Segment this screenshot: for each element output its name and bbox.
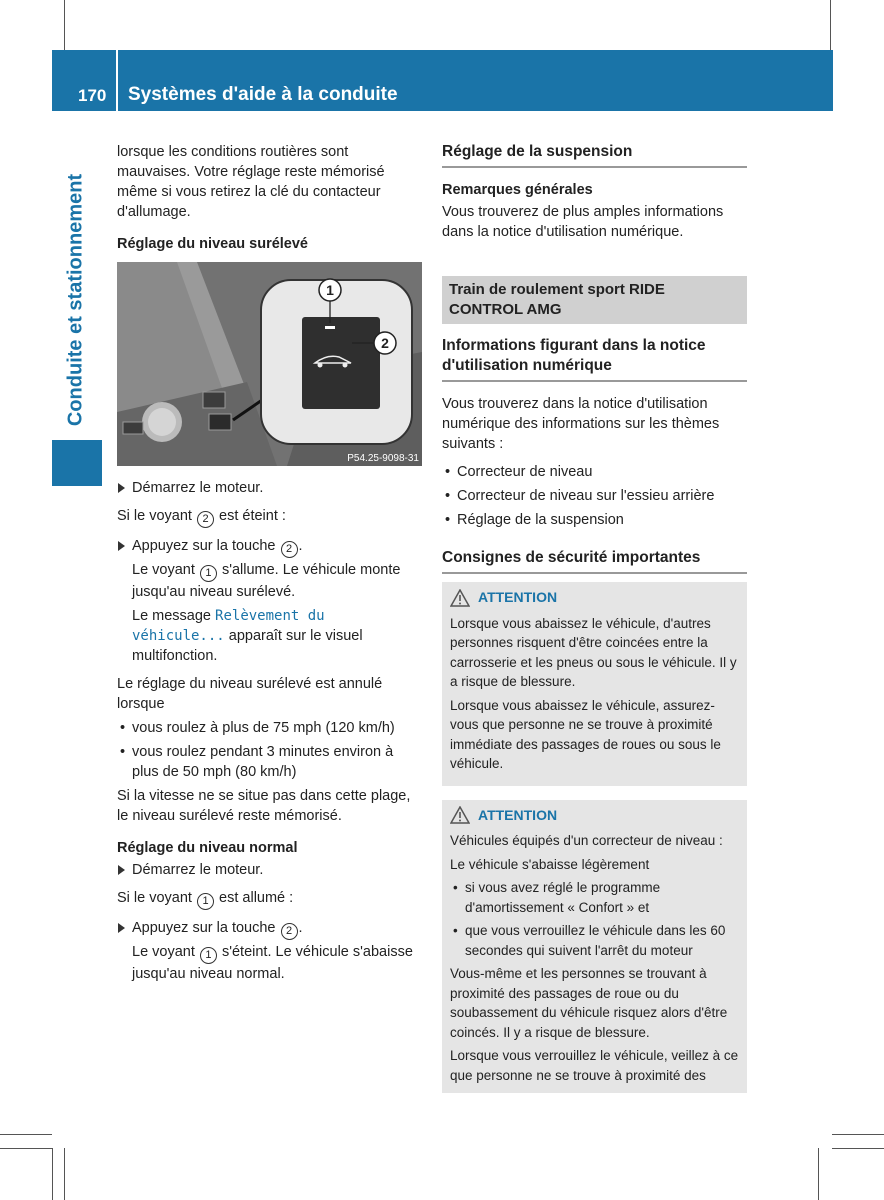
- condition-lamp-off: Si le voyant 2 est éteint :: [117, 506, 422, 528]
- message-result: Le message Relèvement du véhicule... apparaît sur le visuel multifonction.: [132, 608, 363, 664]
- crop-mark: [832, 1148, 884, 1149]
- control-panel-illustration: [117, 262, 422, 466]
- warning-text: Véhicules équipés d'un correcteur de niveau :: [450, 833, 723, 848]
- callout-circle: 2: [281, 923, 298, 940]
- general-remarks-heading: Remarques générales: [442, 182, 593, 198]
- left-column: [117, 142, 422, 992]
- intro-paragraph: lorsque les conditions routières sont mauvaises. Votre réglage reste mémorisé même si vous retirez la clé du contacteur d'allumage.: [117, 144, 385, 220]
- crop-mark: [0, 1148, 52, 1149]
- figure-caption: P54.25-9098-31: [347, 453, 419, 464]
- lamp-on-result: Le voyant 1 s'allume. Le véhicule monte jusqu'au niveau surélevé.: [132, 562, 401, 600]
- callout-circle: 1: [200, 947, 217, 964]
- crop-mark: [64, 0, 65, 50]
- chapter-title: Systèmes d'aide à la conduite: [128, 84, 398, 105]
- suspension-heading: Réglage de la suspension: [442, 142, 747, 168]
- cancellation-text: Le réglage du niveau surélevé est annulé lorsque: [117, 676, 383, 712]
- header-separator: [116, 50, 118, 111]
- warning-box: [442, 582, 747, 786]
- warning-box: [442, 800, 747, 1094]
- crop-mark: [818, 1148, 819, 1200]
- callout-circle: 2: [281, 541, 298, 558]
- normal-level-heading: Réglage du niveau normal: [117, 840, 298, 856]
- safety-heading: Consignes de sécurité importantes: [442, 548, 747, 574]
- list-item: • Réglage de la suspension: [445, 512, 624, 528]
- warning-text: Lorsque vous verrouillez le véhicule, veillez à ce que personne ne se trouve à proximité des: [450, 1048, 739, 1083]
- step-press-button: Appuyez sur la touche 2 .: [117, 918, 422, 940]
- raised-level-heading: Réglage du niveau surélevé: [117, 236, 308, 252]
- triangle-arrow-icon: [118, 923, 125, 933]
- step-press-button: Appuyez sur la touche 2 .: [117, 536, 422, 558]
- crop-mark: [830, 0, 831, 50]
- callout-circle: 2: [197, 511, 214, 528]
- display-message: Relèvement du véhicule...: [132, 608, 325, 644]
- triangle-arrow-icon: [118, 541, 125, 551]
- side-section-label: Conduite et stationnement: [64, 173, 87, 427]
- condition-lamp-on: Si le voyant 1 est allumé :: [117, 888, 422, 910]
- warning-title: ATTENTION: [450, 806, 739, 826]
- page-number: 170: [78, 86, 107, 105]
- crop-mark: [0, 1134, 52, 1135]
- warning-text: Le véhicule s'abaisse légèrement: [450, 856, 650, 872]
- list-item: • Correcteur de niveau: [445, 464, 593, 480]
- step-start-engine: Démarrez le moteur.: [117, 478, 422, 498]
- digital-manual-heading: Informations figurant dans la notice d'utilisation numérique: [442, 336, 747, 382]
- side-tab-marker: [52, 440, 102, 486]
- step-start-engine: Démarrez le moteur.: [117, 860, 422, 880]
- warning-text: Vous-même et les personnes se trouvant à proximité des passages de roue ou du soubassement du véhicule risquez alors d'être coincés. Il y a risque de blessure.: [450, 966, 728, 1040]
- speed-range-note: Si la vitesse ne se situe pas dans cette plage, le niveau surélevé reste mémorisé.: [117, 788, 411, 824]
- warning-triangle-icon: [450, 806, 470, 824]
- list-item: • vous roulez pendant 3 minutes environ à plus de 50 mph (80 km/h): [120, 744, 394, 780]
- general-remarks-text: Vous trouverez de plus amples informations dans la notice d'utilisation numérique.: [442, 204, 724, 240]
- list-item: • Correcteur de niveau sur l'essieu arrière: [445, 488, 715, 504]
- list-item: • si vous avez réglé le programme d'amortissement « Confort » et: [453, 880, 661, 915]
- digital-manual-text: Vous trouverez dans la notice d'utilisation numérique des informations sur les thèmes suivants :: [442, 396, 720, 452]
- triangle-arrow-icon: [118, 865, 125, 875]
- warning-text: Lorsque vous abaissez le véhicule, d'autres personnes risquent d'être coincées entre la carrosserie et les pneus ou sous le véhicule. Il y a risque de blessure.: [450, 615, 737, 689]
- triangle-arrow-icon: [118, 483, 125, 493]
- lamp-off-result: Le voyant 1 s'éteint. Le véhicule s'abaisse jusqu'au niveau normal.: [132, 944, 413, 982]
- list-item: • que vous verrouillez le véhicule dans les 60 secondes qui suivent l'arrêt du moteur: [453, 923, 726, 958]
- warning-text: Lorsque vous abaissez le véhicule, assurez-vous que personne ne se trouve à proximité immédiate des passages de roues ou sous le véhicule.: [450, 697, 721, 771]
- control-panel-figure: [117, 262, 422, 466]
- callout-circle: 1: [197, 893, 214, 910]
- callout-circle: 1: [200, 565, 217, 582]
- right-column: [442, 142, 747, 1107]
- ride-control-box-title: Train de roulement sport RIDE CONTROL AMG: [442, 276, 747, 324]
- crop-mark: [52, 1148, 53, 1200]
- warning-triangle-icon: [450, 589, 470, 607]
- figure-callout-2: 2: [381, 335, 389, 351]
- crop-mark: [64, 1148, 65, 1200]
- warning-title: ATTENTION: [450, 588, 739, 608]
- list-item: • vous roulez à plus de 75 mph (120 km/h): [120, 720, 395, 736]
- crop-mark: [832, 1134, 884, 1135]
- figure-callout-1: 1: [326, 282, 334, 298]
